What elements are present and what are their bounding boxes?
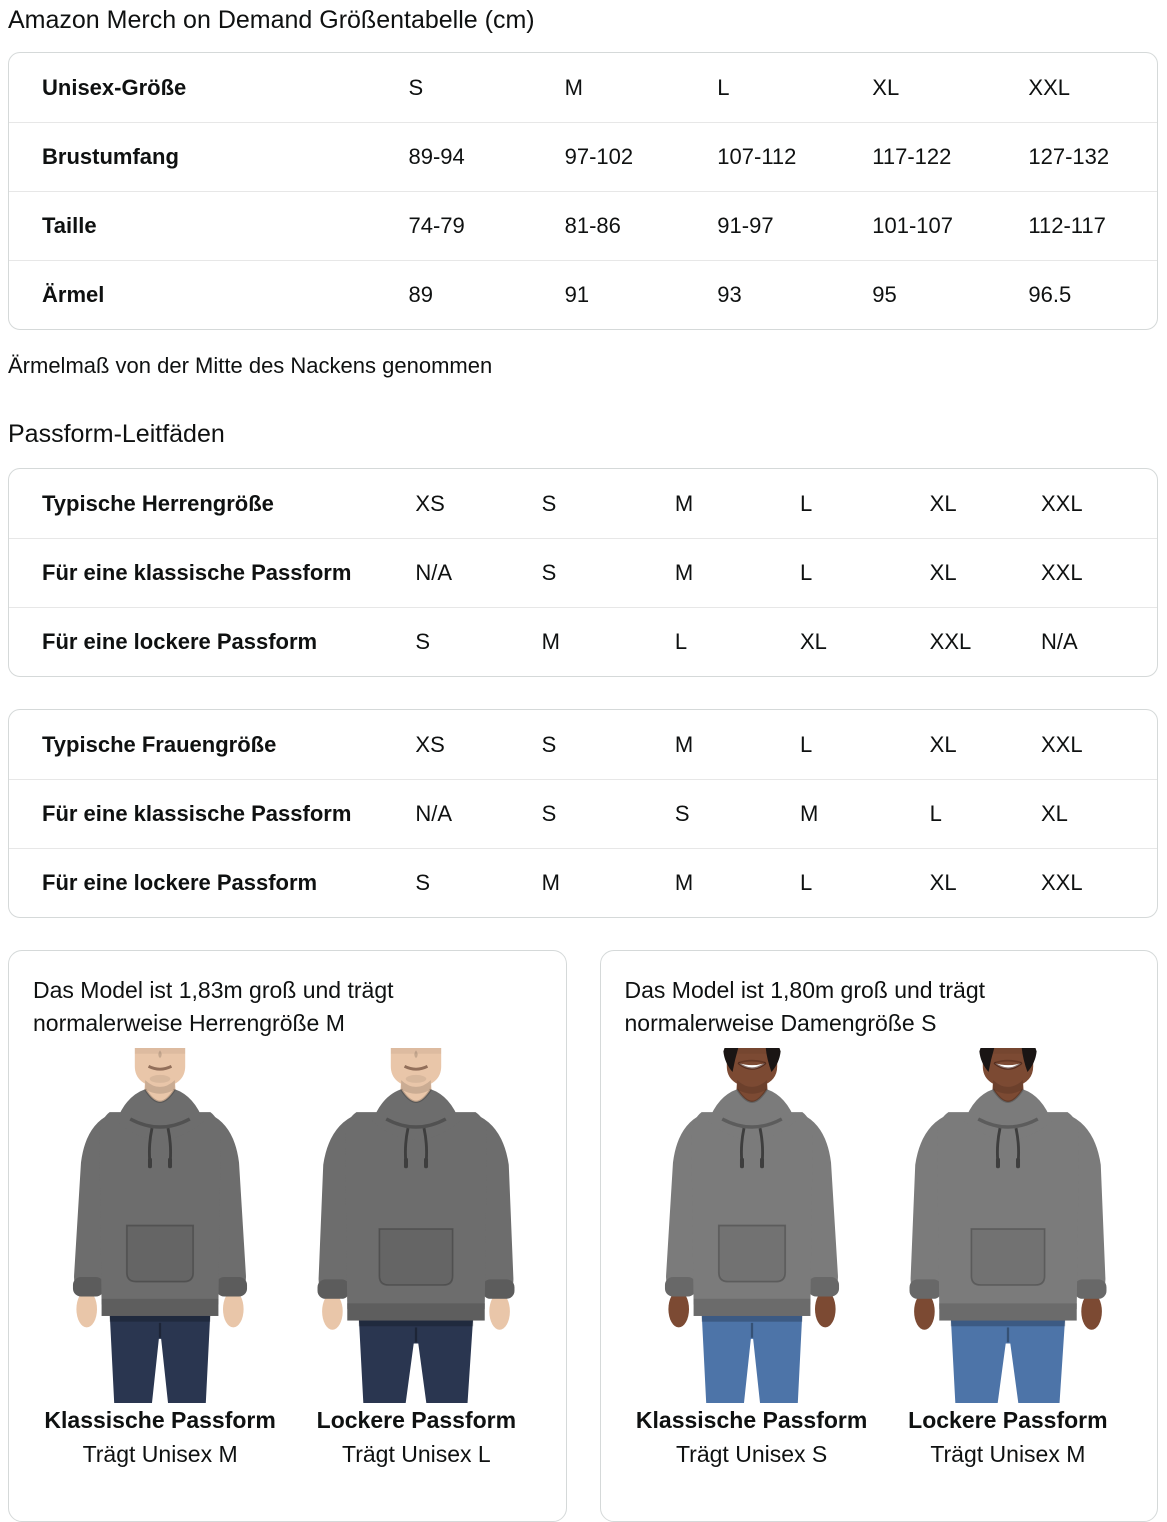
size-cell: S [541, 801, 557, 826]
male-model-classic-fit-photo [34, 1048, 286, 1403]
fit-label: Lockere Passform [908, 1407, 1108, 1433]
fit-label: Klassische Passform [44, 1407, 276, 1433]
fit-label: Lockere Passform [316, 1407, 517, 1433]
table-row [9, 779, 1157, 848]
size-cell: M [564, 74, 583, 100]
size-cell: XL [929, 560, 957, 585]
size-cell: L [799, 560, 813, 585]
size-cell: L [799, 490, 813, 516]
size-cell: M [799, 801, 819, 826]
size-cell: 81-86 [564, 213, 621, 238]
size-cell: XL [929, 731, 957, 757]
fit-size-label: Trägt Unisex M [930, 1441, 1086, 1467]
size-cell: S [674, 801, 690, 826]
size-cell: 95 [872, 282, 897, 307]
row-label: Unisex-Größe [42, 74, 187, 100]
model-figure [33, 1048, 287, 1468]
size-cell: N/A [415, 560, 453, 585]
model-caption: Das Model ist 1,80m groß und trägt normalerweise Damengröße S [624, 977, 985, 1036]
mens-model-card [8, 950, 567, 1522]
fit-size-label: Trägt Unisex M [82, 1441, 238, 1467]
size-cell: XXL [929, 629, 972, 654]
table-row [9, 469, 1157, 538]
size-cell: XL [929, 870, 957, 895]
fit-guides-title: Passform-Leitfäden [8, 420, 225, 448]
row-label: Typische Herrengröße [42, 490, 274, 516]
size-cell: M [674, 560, 694, 585]
size-cell: 93 [717, 282, 742, 307]
table-row [9, 122, 1157, 191]
table-row [9, 191, 1157, 260]
size-cell: M [674, 731, 694, 757]
size-cell: S [541, 560, 557, 585]
size-cell: L [717, 74, 730, 100]
size-cell: 127-132 [1028, 144, 1110, 169]
female-model-loose-fit-photo [882, 1048, 1134, 1403]
sleeve-measure-note: Ärmelmaß von der Mitte des Nackens genommen [8, 353, 493, 378]
size-cell: XXL [1041, 731, 1083, 757]
size-cell: XL [1041, 801, 1068, 826]
size-cell: 91-97 [717, 213, 774, 238]
size-cell: 101-107 [872, 213, 954, 238]
row-label: Taille [42, 213, 97, 238]
table-row [9, 53, 1157, 122]
size-cell: L [799, 731, 813, 757]
row-label: Ärmel [42, 282, 105, 307]
figures-row [625, 1048, 1136, 1468]
size-cell: N/A [1041, 629, 1078, 654]
page-title: Amazon Merch on Demand Größentabelle (cm) [8, 6, 535, 34]
size-cell: 107-112 [717, 144, 797, 169]
unisex-size-table [8, 52, 1158, 330]
size-cell: 117-122 [872, 144, 952, 169]
womens-fit-table [8, 709, 1158, 918]
table-row [9, 607, 1157, 676]
size-cell: XL [872, 74, 900, 100]
size-cell: S [541, 731, 557, 757]
size-cell: XXL [1041, 490, 1083, 516]
row-label: Für eine klassische Passform [42, 560, 352, 585]
size-cell: M [674, 490, 694, 516]
size-cell: XXL [1041, 560, 1083, 585]
size-cell: XL [799, 629, 827, 654]
table-row [9, 538, 1157, 607]
table-row [9, 260, 1157, 329]
size-cell: 112-117 [1028, 213, 1106, 238]
male-model-loose-fit-photo [290, 1048, 542, 1403]
size-cell: XS [415, 731, 445, 757]
fit-size-label: Trägt Unisex S [675, 1441, 828, 1467]
size-cell: 91 [564, 282, 590, 307]
size-cell: S [415, 629, 431, 654]
size-cell: XS [415, 490, 445, 516]
table-row [9, 710, 1157, 779]
size-cell: 89 [408, 282, 433, 307]
size-cell: XL [929, 490, 957, 516]
figures-row [33, 1048, 544, 1468]
size-cell: S [415, 870, 431, 895]
row-label: Für eine lockere Passform [42, 870, 318, 895]
size-cell: 96.5 [1028, 282, 1072, 307]
womens-model-card [600, 950, 1159, 1522]
size-cell: L [674, 629, 688, 654]
size-cell: XXL [1028, 74, 1070, 100]
size-cell: 74-79 [408, 213, 465, 238]
size-cell: L [929, 801, 942, 826]
size-cell: S [408, 74, 424, 100]
model-figure [881, 1048, 1135, 1468]
size-cell: 97-102 [564, 144, 634, 169]
model-caption: Das Model ist 1,83m groß und trägt normalerweise Herrengröße M [33, 977, 394, 1036]
size-cell: N/A [415, 801, 453, 826]
table-row [9, 848, 1157, 917]
fit-size-label: Trägt Unisex L [342, 1441, 491, 1467]
size-cell: XXL [1041, 870, 1083, 895]
model-figure [625, 1048, 879, 1468]
mens-fit-table [8, 468, 1158, 677]
size-cell: M [541, 870, 560, 895]
model-cards [8, 950, 1158, 1522]
row-label: Für eine lockere Passform [42, 629, 318, 654]
model-figure [289, 1048, 543, 1468]
size-cell: L [799, 870, 813, 895]
row-label: Für eine klassische Passform [42, 801, 352, 826]
size-cell: M [541, 629, 560, 654]
female-model-classic-fit-photo [626, 1048, 878, 1403]
size-cell: M [674, 870, 694, 895]
row-label: Brustumfang [42, 144, 179, 169]
size-cell: S [541, 490, 557, 516]
row-label: Typische Frauengröße [42, 731, 277, 757]
fit-label: Klassische Passform [635, 1407, 868, 1433]
size-cell: 89-94 [408, 144, 465, 169]
